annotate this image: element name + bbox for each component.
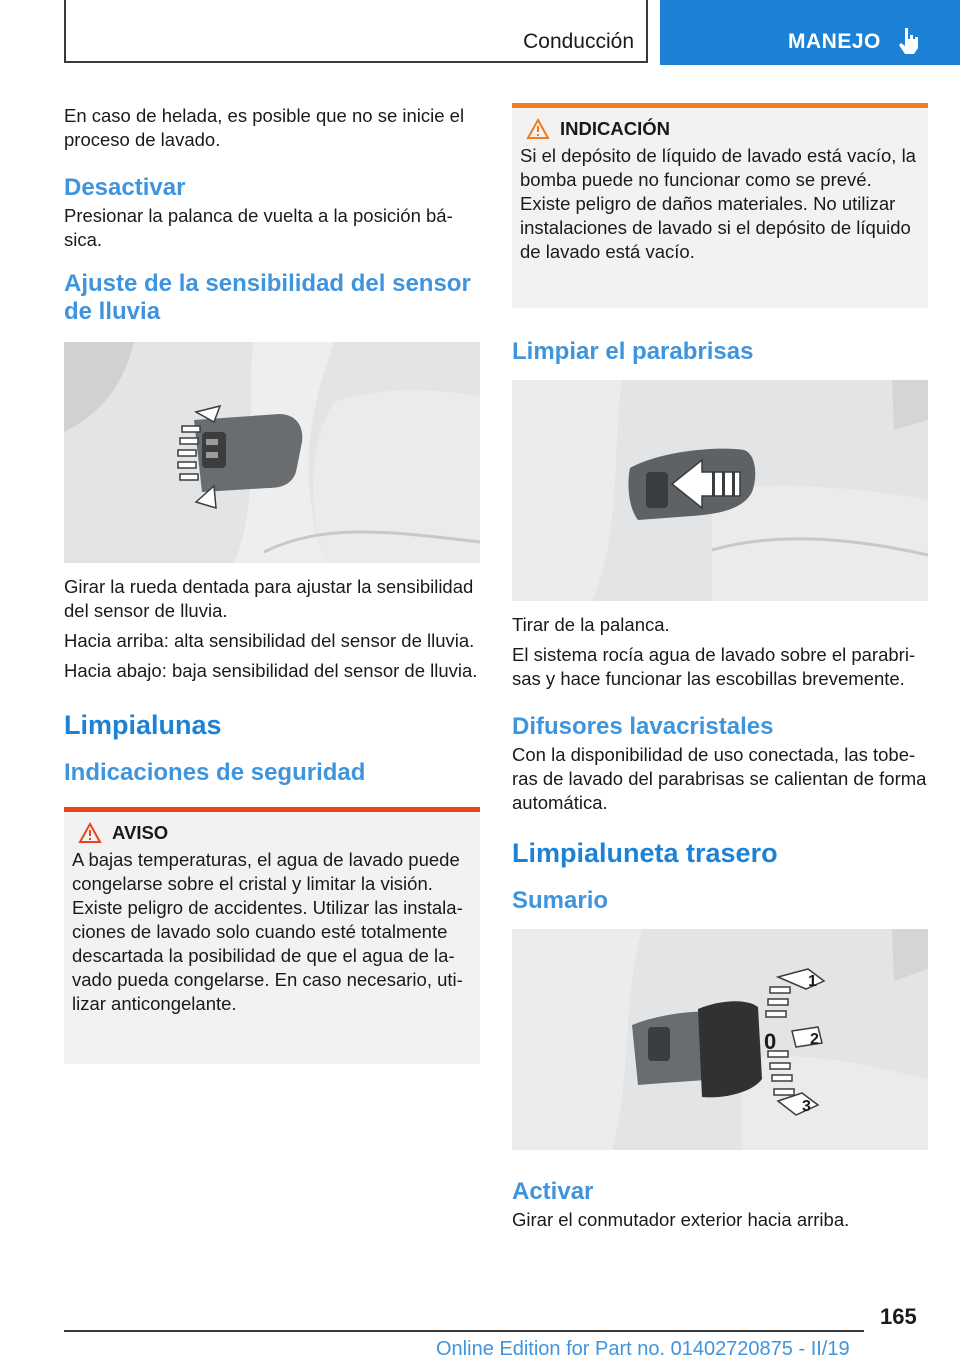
rear-wiper-illustration: [512, 929, 928, 1150]
nozzles-text: Con la disponibilidad de uso conectada, las tobe-ras de lavado del parabrisas se calientan de forma automática.: [512, 744, 927, 813]
hand-pointer-icon: [896, 26, 922, 56]
warning-box: [64, 812, 480, 1064]
page-number: 165: [880, 1304, 917, 1329]
safety-heading: Indicaciones de seguridad: [64, 759, 366, 786]
windshield-lever-figure: [512, 380, 928, 601]
rear-wiper-figure: [512, 929, 928, 1150]
left-column: [64, 104, 480, 1064]
sensor-text-1: Girar la rueda dentada para ajustar la sensibilidad del sensor de lluvia.: [64, 576, 474, 621]
limpialunas-heading: Limpialunas: [64, 710, 222, 740]
windshield-lever-illustration: [512, 380, 928, 601]
rain-sensor-figure: [64, 342, 480, 563]
notice-box: [512, 108, 928, 308]
clean-text-2: El sistema rocía agua de lavado sobre el parabri-sas y hace funcionar las escobillas brevemente.: [512, 644, 916, 689]
clean-text-1: Tirar de la palanca.: [512, 614, 670, 635]
warning-text: A bajas temperaturas, el agua de lavado puede congelarse sobre el cristal y limitar la visión. Existe peligro de accidentes. Utilizar las instala-ciones de lavado solo cuando esté totalmente descartada la posibilidad de que el agua de la-vado pueda congelarse. En caso necesario, uti-lizar anticongelante.: [72, 849, 463, 1014]
nozzles-heading: Difusores lavacristales: [512, 713, 774, 740]
footer-divider: [64, 1330, 864, 1332]
warning-triangle-icon: [526, 118, 550, 140]
header-section-label: Conducción: [523, 30, 634, 53]
switch-label-3: 3: [802, 1098, 811, 1115]
notice-text: Si el depósito de líquido de lavado está vacío, la bomba puede no funcionar como se prevé. Existe peligro de daños materiales. No utilizar instalaciones de lavado si el depósito de líquido de lavado está vacío.: [520, 145, 916, 262]
switch-label-0: 0: [764, 1029, 777, 1054]
header-section-tab: [64, 0, 648, 63]
edition-footer: Online Edition for Part no. 01402720875 - II/19: [436, 1338, 850, 1360]
sensor-heading: Ajuste de la sensibilidad del sensor de lluvia: [64, 270, 471, 325]
activate-text: Girar el conmutador exterior hacia arriba.: [512, 1209, 850, 1230]
clean-windshield-heading: Limpiar el parabrisas: [512, 338, 754, 365]
activate-heading: Activar: [512, 1178, 594, 1205]
switch-label-1: 1: [808, 973, 817, 990]
warning-triangle-icon: [78, 822, 102, 844]
warning-title-row: [72, 822, 472, 844]
frost-note: En caso de helada, es posible que no se inicie el proceso de lavado.: [64, 105, 465, 150]
switch-label-2: 2: [810, 1031, 819, 1048]
sensor-text-3: Hacia abajo: baja sensibilidad del sensor de lluvia.: [64, 660, 478, 681]
right-column: [512, 103, 928, 1232]
header-chapter-label: MANEJO: [788, 30, 881, 53]
summary-heading: Sumario: [512, 887, 609, 914]
rain-sensor-illustration: [64, 342, 480, 563]
deactivate-heading: Desactivar: [64, 174, 186, 201]
warning-title: AVISO: [112, 822, 169, 843]
sensor-text-2: Hacia arriba: alta sensibilidad del sensor de lluvia.: [64, 630, 475, 651]
notice-title-row: [520, 118, 920, 140]
deactivate-text: Presionar la palanca de vuelta a la posición bá-sica.: [64, 205, 453, 250]
notice-title: INDICACIÓN: [560, 118, 670, 139]
rear-wiper-heading: Limpialuneta trasero: [512, 838, 778, 868]
